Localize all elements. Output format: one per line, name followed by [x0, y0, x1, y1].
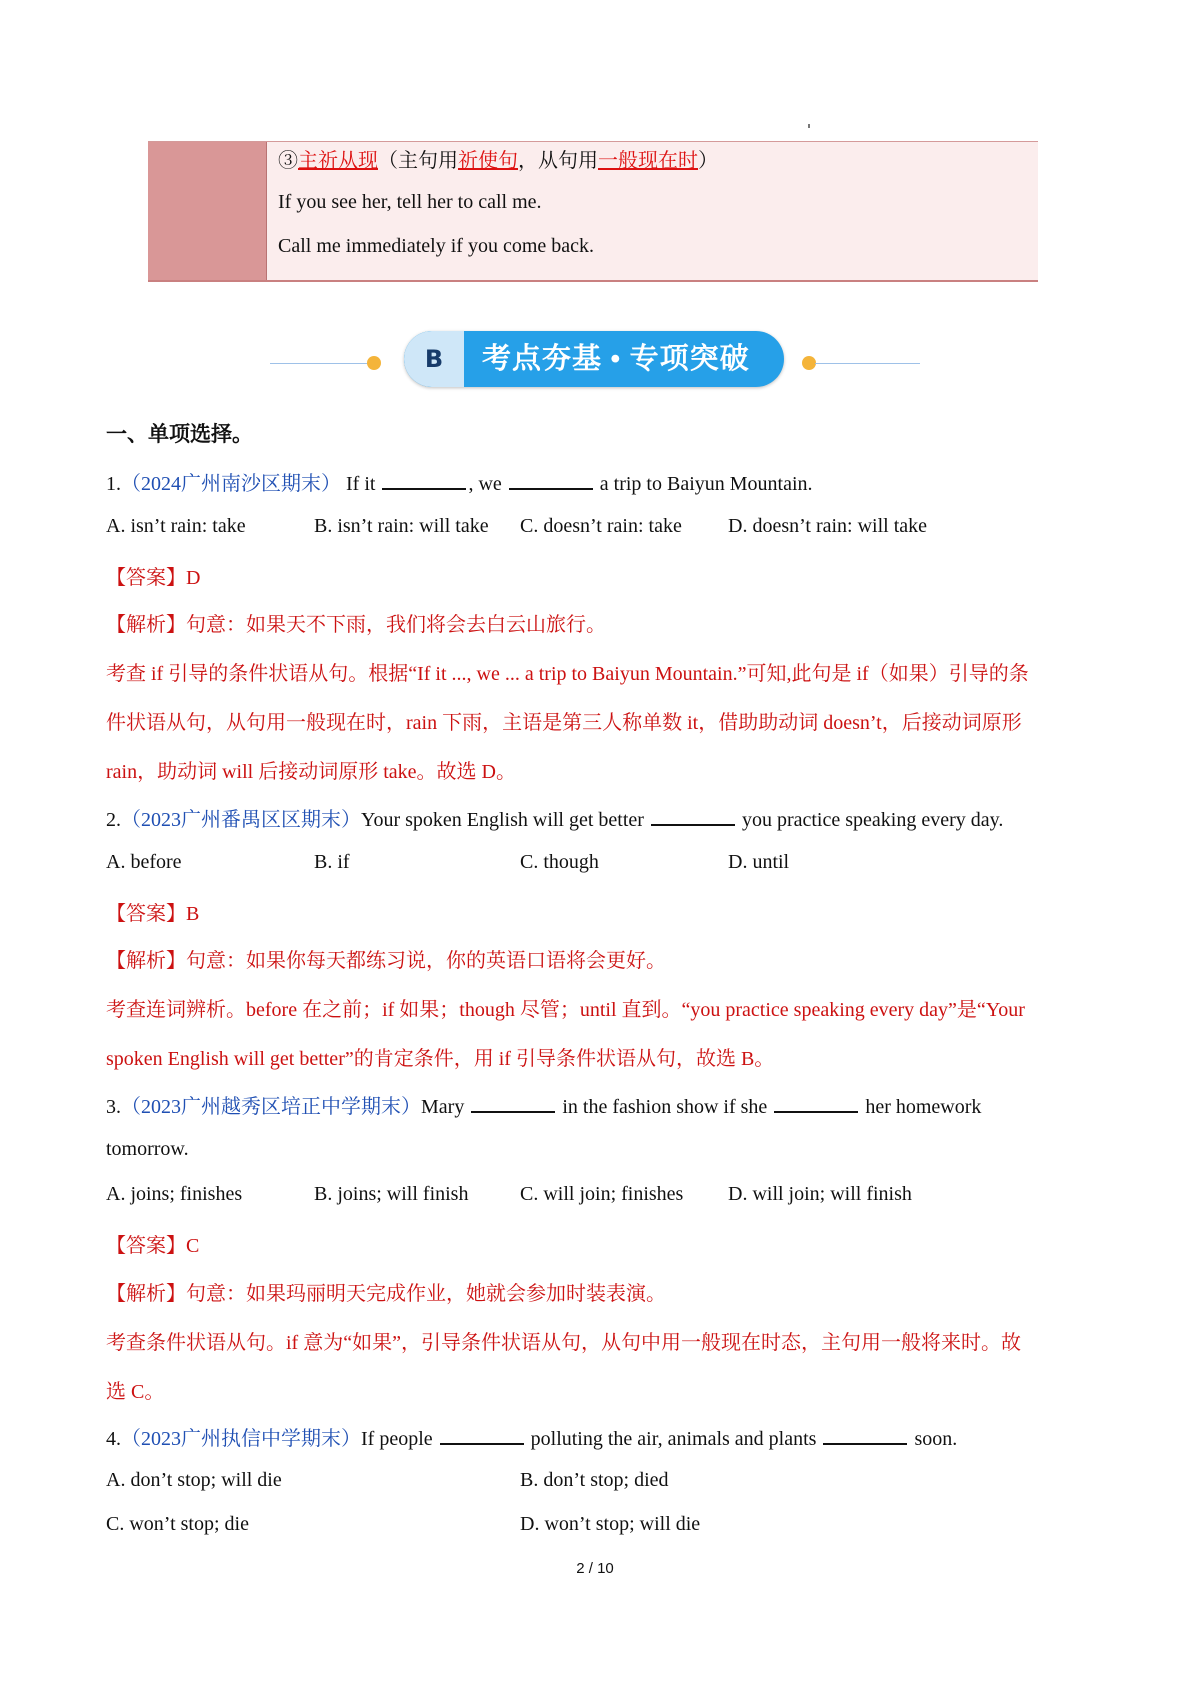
stem-text: If it [346, 473, 376, 495]
answer-line: 【答案】B [106, 903, 200, 925]
option-b: B. don’t stop; died [520, 1469, 669, 1491]
table-example-1: If you see her, tell her to call me. [278, 191, 542, 213]
question-source: （2023广州执信中学期末） [121, 1428, 361, 1450]
heading-text-2: ，从句用 [518, 150, 598, 172]
analysis-line: rain，助动词 will 后接动词原形 take。故选 D。 [106, 761, 516, 783]
option-c: C. will join; finishes [520, 1183, 684, 1205]
table-label-cell [148, 142, 267, 280]
question-3-stem [106, 1090, 981, 1119]
answer-blank [382, 470, 466, 490]
section-title: 一、单项选择。 [106, 422, 253, 446]
stem-text: Your spoken English will get better [361, 809, 644, 831]
banner-pill [404, 331, 784, 387]
analysis-line: 【解析】句意：如果你每天都练习说，你的英语口语将会更好。 [106, 950, 666, 972]
option-b: B. joins; will finish [314, 1183, 469, 1205]
answer-blank [774, 1093, 858, 1113]
option-d: D. will join; will finish [728, 1183, 912, 1205]
question-source: （2024广州南沙区期末） [121, 473, 341, 495]
option-b: B. isn’t rain: will take [314, 515, 489, 537]
option-a: A. isn’t rain: take [106, 515, 246, 537]
analysis-line: 选 C。 [106, 1381, 165, 1403]
analysis-line: 考查连词辨析。before 在之前；if 如果；though 尽管；until 直到。“you practice speaking every day”是“Your [106, 999, 1025, 1021]
grammar-table [148, 141, 1038, 282]
option-a: A. don’t stop; will die [106, 1469, 282, 1491]
option-d: D. until [728, 851, 790, 873]
option-c: C. doesn’t rain: take [520, 515, 682, 537]
analysis-line: 件状语从句，从句用一般现在时，rain 下雨，主语是第三人称单数 it，借助助动词 doesn’t，后接动词原形 [106, 712, 1022, 734]
stem-text: Mary [421, 1096, 465, 1118]
question-number: 4. [106, 1428, 121, 1450]
stem-text: , we [468, 473, 502, 495]
banner-title: 考点夯基 • 专项突破 [482, 343, 750, 375]
page-number: 2 / 10 [576, 1560, 614, 1577]
banner-badge: B [404, 331, 464, 387]
stem-text: a trip to Baiyun Mountain. [599, 473, 813, 495]
question-1-stem [106, 467, 813, 496]
question-source: （2023广州越秀区培正中学期末） [121, 1096, 421, 1118]
analysis-line: 【解析】句意：如果玛丽明天完成作业，她就会参加时装表演。 [106, 1283, 666, 1305]
analysis-line: 考查条件状语从句。if 意为“如果”，引导条件状语从句，从句中用一般现在时态，主句用一般将来时。故 [106, 1332, 1021, 1354]
banner-right-line [815, 363, 920, 364]
table-content-cell [267, 142, 1038, 280]
stem-text: her homework [865, 1096, 982, 1118]
option-c: C. won’t stop; die [106, 1513, 249, 1535]
question-source: （2023广州番禺区区期末） [121, 809, 361, 831]
answer-line: 【答案】C [106, 1235, 200, 1257]
heading-text-1: （主句用 [378, 150, 458, 172]
banner-left-line [270, 363, 370, 364]
banner-left-dot [367, 356, 381, 370]
question-3-stem-cont: tomorrow. [106, 1138, 189, 1160]
answer-blank [471, 1093, 555, 1113]
table-heading [278, 144, 718, 173]
question-number: 2. [106, 809, 121, 831]
stem-text: polluting the air, animals and plants [530, 1428, 817, 1450]
rule-term-3: 一般现在时 [598, 150, 698, 172]
stem-text: in the fashion show if she [562, 1096, 768, 1118]
option-a: A. before [106, 851, 182, 873]
question-number: 1. [106, 473, 121, 495]
heading-text-3: ） [698, 150, 718, 172]
page-mark [808, 124, 810, 128]
analysis-line: spoken English will get better”的肯定条件，用 if 引导条件状语从句，故选 B。 [106, 1048, 775, 1070]
stem-text: soon. [914, 1428, 958, 1450]
analysis-line: 【解析】句意：如果天不下雨，我们将会去白云山旅行。 [106, 614, 606, 636]
stem-text: If people [361, 1428, 433, 1450]
analysis-line: 考查 if 引导的条件状语从句。根据“If it ..., we ... a trip to Baiyun Mountain.”可知,此句是 if（如果）引导的条 [106, 663, 1029, 685]
rule-term: 主祈从现 [298, 150, 378, 172]
table-example-2: Call me immediately if you come back. [278, 235, 595, 257]
answer-line: 【答案】D [106, 567, 201, 589]
circled-number: ③ [278, 150, 298, 172]
question-2-stem [106, 803, 1003, 832]
answer-blank [651, 806, 735, 826]
banner-right-dot [802, 356, 816, 370]
answer-blank [509, 470, 593, 490]
section-banner [270, 330, 920, 390]
option-c: C. though [520, 851, 599, 873]
option-d: D. doesn’t rain: will take [728, 515, 928, 537]
question-4-stem [106, 1422, 957, 1451]
rule-term-2: 祈使句 [458, 150, 518, 172]
option-a: A. joins; finishes [106, 1183, 243, 1205]
option-d: D. won’t stop; will die [520, 1513, 701, 1535]
answer-blank [823, 1425, 907, 1445]
question-number: 3. [106, 1096, 121, 1118]
answer-blank [440, 1425, 524, 1445]
option-b: B. if [314, 851, 350, 873]
stem-text: you practice speaking every day. [741, 809, 1004, 831]
